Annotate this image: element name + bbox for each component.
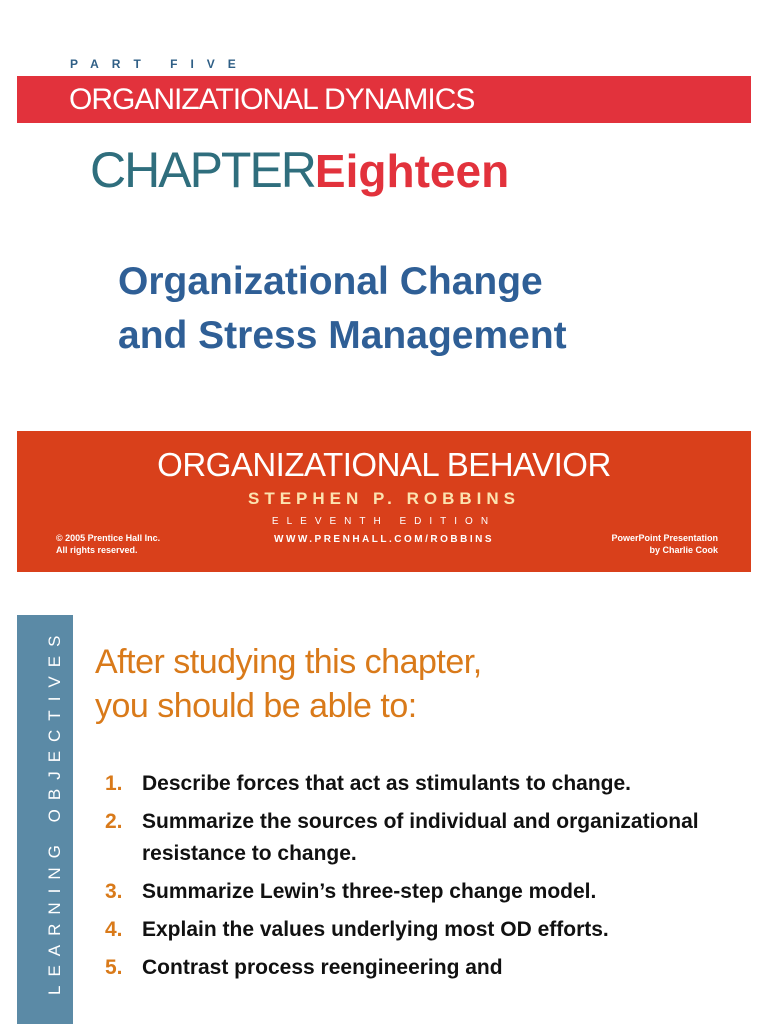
part-label: PART FIVE <box>70 57 249 71</box>
book-edition: ELEVENTH EDITION <box>271 516 497 527</box>
chapter-heading <box>90 142 510 198</box>
copyright-line-1: © 2005 Prentice Hall Inc. <box>56 533 161 543</box>
book-banner <box>17 431 751 572</box>
objective-text: Describe forces that act as stimulants to change. <box>142 772 631 795</box>
book-title: ORGANIZATIONAL BEHAVIOR <box>157 446 611 483</box>
credit-line-2: by Charlie Cook <box>649 545 718 555</box>
learning-objectives-sidebar <box>17 615 73 1024</box>
chapter-title <box>118 255 567 363</box>
chapter-number: Eighteen <box>314 145 510 197</box>
chapter-word: CHAPTER <box>90 142 315 198</box>
objective-number: 4. <box>105 918 123 941</box>
objective-number: 3. <box>105 880 123 903</box>
part-title: ORGANIZATIONAL DYNAMICS <box>69 83 475 116</box>
presentation-credit <box>611 532 718 556</box>
objective-text: Explain the values underlying most OD efforts. <box>142 918 609 941</box>
book-url: WWW.PRENHALL.COM/ROBBINS <box>274 534 494 545</box>
book-author: STEPHEN P. ROBBINS <box>247 489 520 508</box>
objective-text: Contrast process reengineering and <box>142 956 503 979</box>
chapter-title-line-2: and Stress Management <box>118 314 567 357</box>
objective-item <box>105 768 725 800</box>
objectives-heading-line-1: After studying this chapter, <box>95 643 482 681</box>
objective-number: 1. <box>105 772 123 795</box>
chapter-title-line-1: Organizational Change <box>118 260 543 303</box>
objective-number: 2. <box>105 810 123 833</box>
objective-number: 5. <box>105 956 123 979</box>
objectives-heading-line-2: you should be able to: <box>95 687 417 725</box>
objective-item <box>105 914 725 946</box>
copyright-notice <box>56 532 160 556</box>
objective-item <box>105 952 725 984</box>
part-banner <box>17 76 751 123</box>
objective-item <box>105 876 725 908</box>
objectives-heading <box>95 640 482 728</box>
credit-line-1: PowerPoint Presentation <box>611 533 718 543</box>
objectives-list <box>105 768 725 990</box>
objective-text: Summarize Lewin’s three-step change model. <box>142 880 597 903</box>
copyright-line-2: All rights reserved. <box>56 545 138 555</box>
learning-objectives-label: LEARNING OBJECTIVES <box>45 626 64 995</box>
objective-item <box>105 806 725 870</box>
objective-text: Summarize the sources of individual and organizational resistance to change. <box>142 810 699 865</box>
